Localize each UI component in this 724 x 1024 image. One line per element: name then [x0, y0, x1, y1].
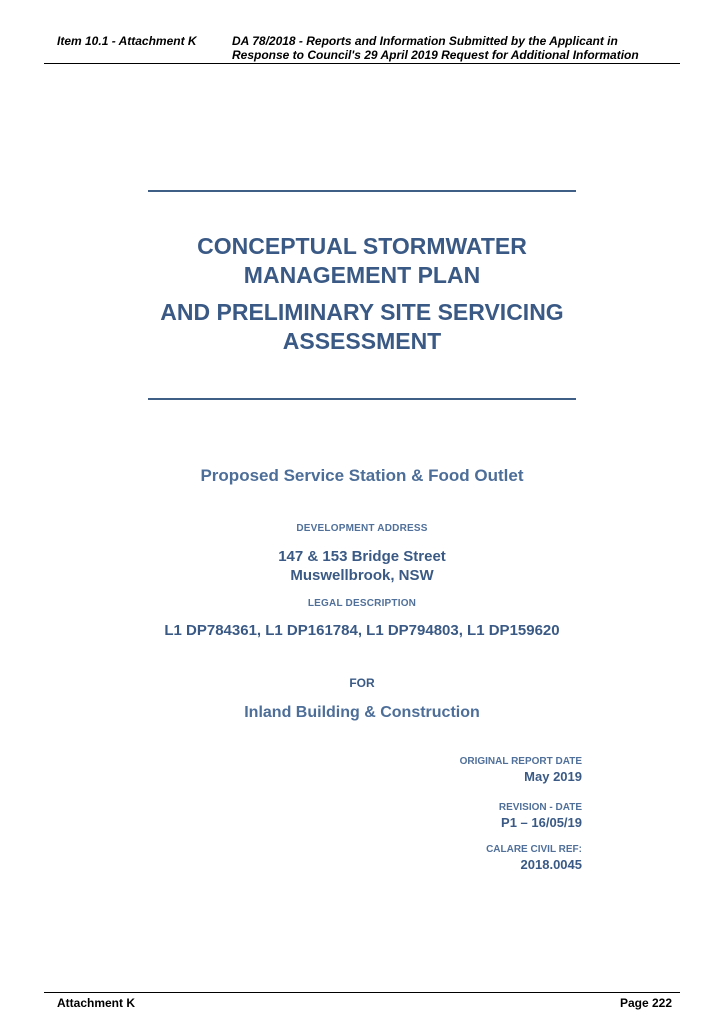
client-name: Inland Building & Construction [244, 704, 480, 721]
header-description-line1: DA 78/2018 - Reports and Information Submitted by the Applicant in [232, 34, 618, 48]
original-report-date-block [460, 756, 582, 784]
development-address-label: DEVELOPMENT ADDRESS [296, 523, 428, 534]
revision-value: P1 – 16/05/19 [501, 815, 582, 830]
title-bottom-rule [148, 398, 576, 400]
header-item-label: Item 10.1 - Attachment K [57, 34, 197, 48]
reference-label: CALARE CIVIL REF: [486, 844, 582, 855]
title-top-rule [148, 190, 576, 192]
address-line2: Muswellbrook, NSW [290, 567, 434, 584]
original-report-date-label: ORIGINAL REPORT DATE [459, 756, 582, 767]
address-line1: 147 & 153 Bridge Street [278, 548, 446, 565]
for-label: FOR [349, 676, 375, 690]
footer-attachment: Attachment K [57, 996, 136, 1010]
project-name: Proposed Service Station & Food Outlet [200, 466, 524, 485]
legal-description-label: LEGAL DESCRIPTION [307, 598, 417, 609]
title-line1: CONCEPTUAL STORMWATER [197, 233, 527, 259]
header-description-line2: Response to Council's 29 April 2019 Request for Additional Information [232, 48, 639, 62]
revision-label: REVISION - DATE [498, 802, 582, 813]
development-address [0, 547, 724, 585]
document-title [0, 232, 724, 356]
reference-value: 2018.0045 [520, 857, 582, 872]
legal-description: L1 DP784361, L1 DP161784, L1 DP794803, L1 DP159620 [164, 622, 560, 639]
footer-page-number: Page 222 [619, 996, 672, 1010]
footer-divider [44, 992, 680, 993]
reference-block [486, 844, 582, 872]
header-description [232, 34, 672, 62]
revision-block [499, 802, 582, 830]
title-line4: ASSESSMENT [282, 328, 442, 354]
title-line3: AND PRELIMINARY SITE SERVICING [160, 299, 564, 325]
header-divider [44, 63, 680, 64]
title-line2: MANAGEMENT PLAN [243, 262, 481, 288]
original-report-date: May 2019 [524, 769, 582, 784]
